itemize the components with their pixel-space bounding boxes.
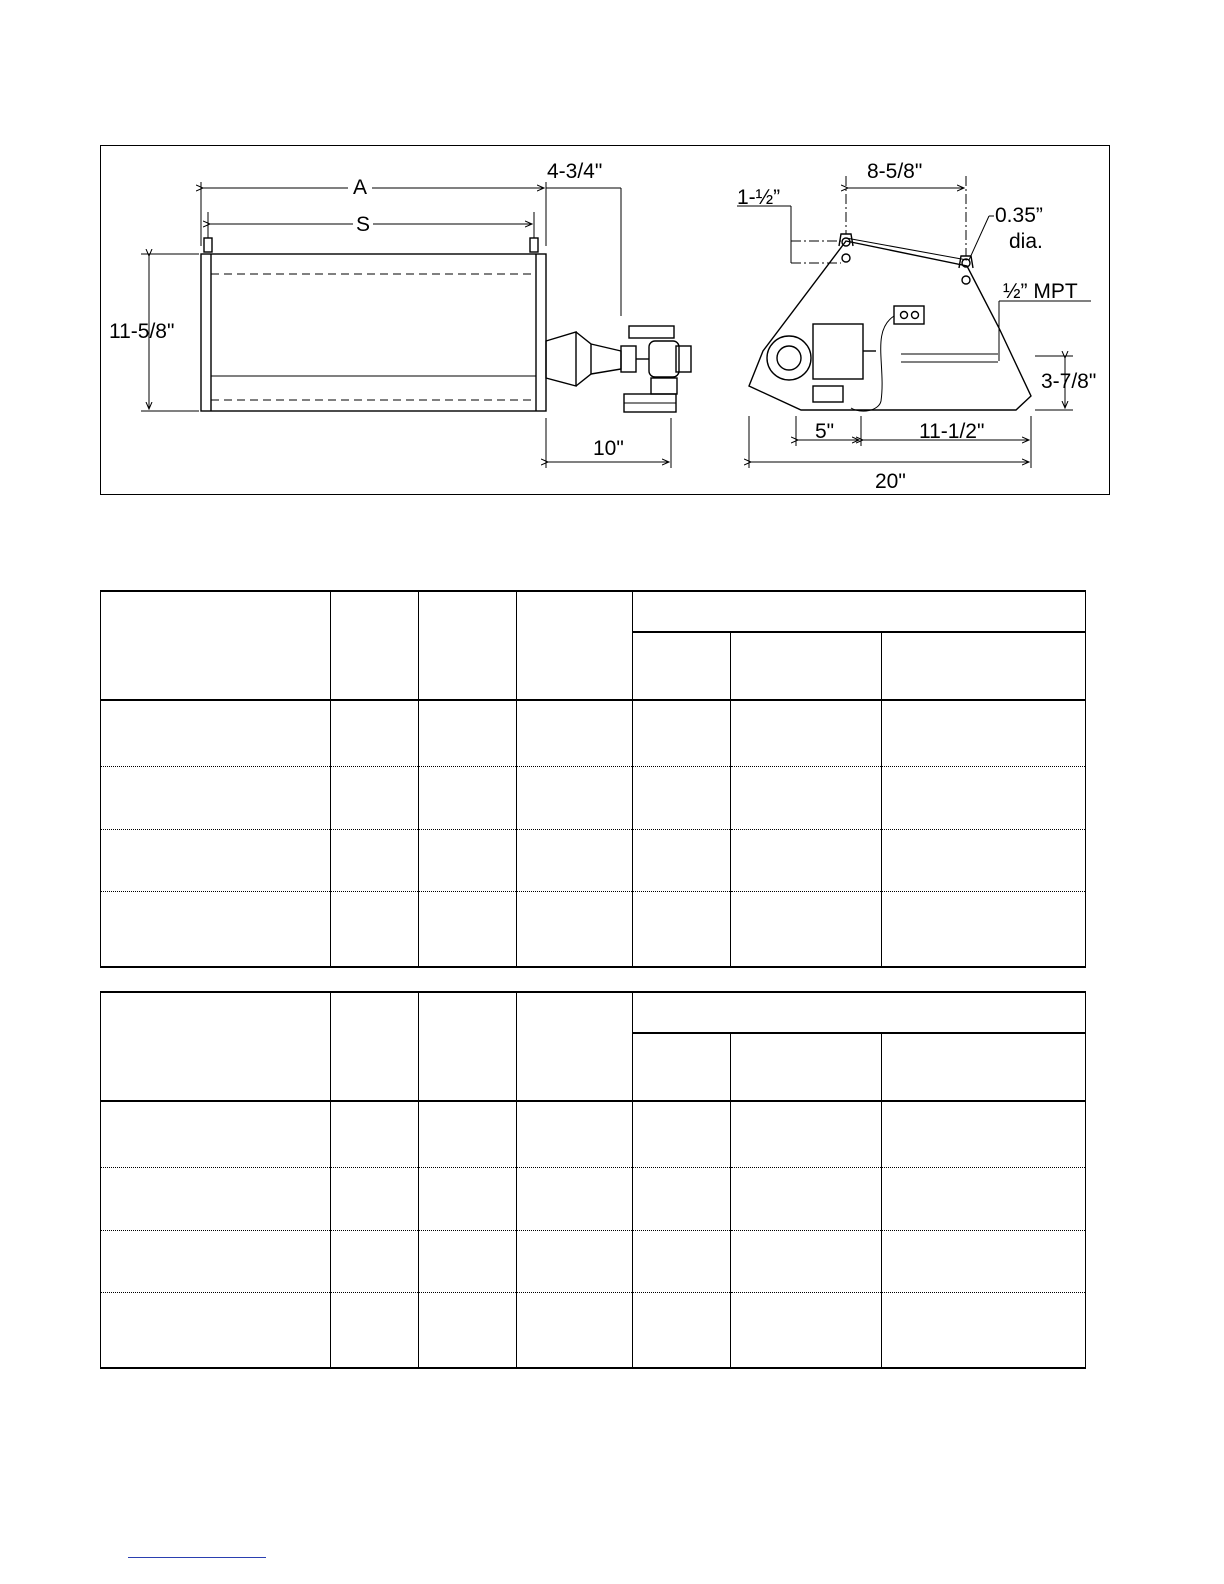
table-row <box>101 1167 1086 1230</box>
table-2-group-header <box>633 992 1086 1033</box>
table-2-subheader-cell <box>731 1033 882 1101</box>
dim-a-label: A <box>353 176 368 199</box>
dim-right-label: 11-1/2" <box>919 420 985 443</box>
dim-hanger-spacing-label: 8-5/8" <box>867 160 923 183</box>
dim-burner-offset-label: 4-3/4" <box>547 160 603 183</box>
side-view-dimensions <box>141 182 671 468</box>
table-1-header-cell <box>331 591 419 700</box>
table-1-header-cell <box>101 591 331 700</box>
table-2-header-cell <box>517 992 633 1101</box>
dimension-drawing <box>100 145 1110 495</box>
spec-table-1 <box>100 590 1086 968</box>
heater-body <box>201 254 546 411</box>
table-2-header-cell <box>101 992 331 1101</box>
dim-hanger-drop-label: 1-½” <box>737 186 781 209</box>
table-2-header-cell <box>419 992 517 1101</box>
table-1-subheader-cell <box>731 632 882 700</box>
table-row <box>101 700 1086 766</box>
table-1-subheader-cell <box>882 632 1086 700</box>
dim-height-label: 11-5/8" <box>109 320 175 343</box>
dim-left-label: 5" <box>815 420 835 443</box>
table-2-header-cell <box>331 992 419 1101</box>
table-1-header-cell <box>419 591 517 700</box>
dim-burner-length-label: 10" <box>593 437 624 460</box>
table-row <box>101 1101 1086 1167</box>
spec-table-2 <box>100 991 1086 1369</box>
table-1-subheader-cell <box>633 632 731 700</box>
dim-gas-height-label: 3-7/8" <box>1041 370 1097 393</box>
dim-hole-size-label: 0.35” <box>995 204 1043 227</box>
table-1-header-cell <box>517 591 633 700</box>
dimension-drawing-svg <box>101 146 1111 496</box>
table-row <box>101 1230 1086 1292</box>
table-2-subheader-cell <box>882 1033 1086 1101</box>
table-row <box>101 829 1086 891</box>
dim-hole-unit-label: dia. <box>1009 230 1043 253</box>
table-row <box>101 766 1086 829</box>
dim-width-label: 20" <box>875 470 906 493</box>
table-1-group-header <box>633 591 1086 632</box>
footer-link-underline <box>128 1557 266 1558</box>
table-row <box>101 1292 1086 1368</box>
table-row <box>101 891 1086 967</box>
table-2-subheader-cell <box>633 1033 731 1101</box>
dim-s-label: S <box>356 213 371 236</box>
dim-gas-connection-label: ½” MPT <box>1003 280 1078 303</box>
side-view <box>201 238 691 412</box>
heater-end-profile <box>749 241 1031 410</box>
